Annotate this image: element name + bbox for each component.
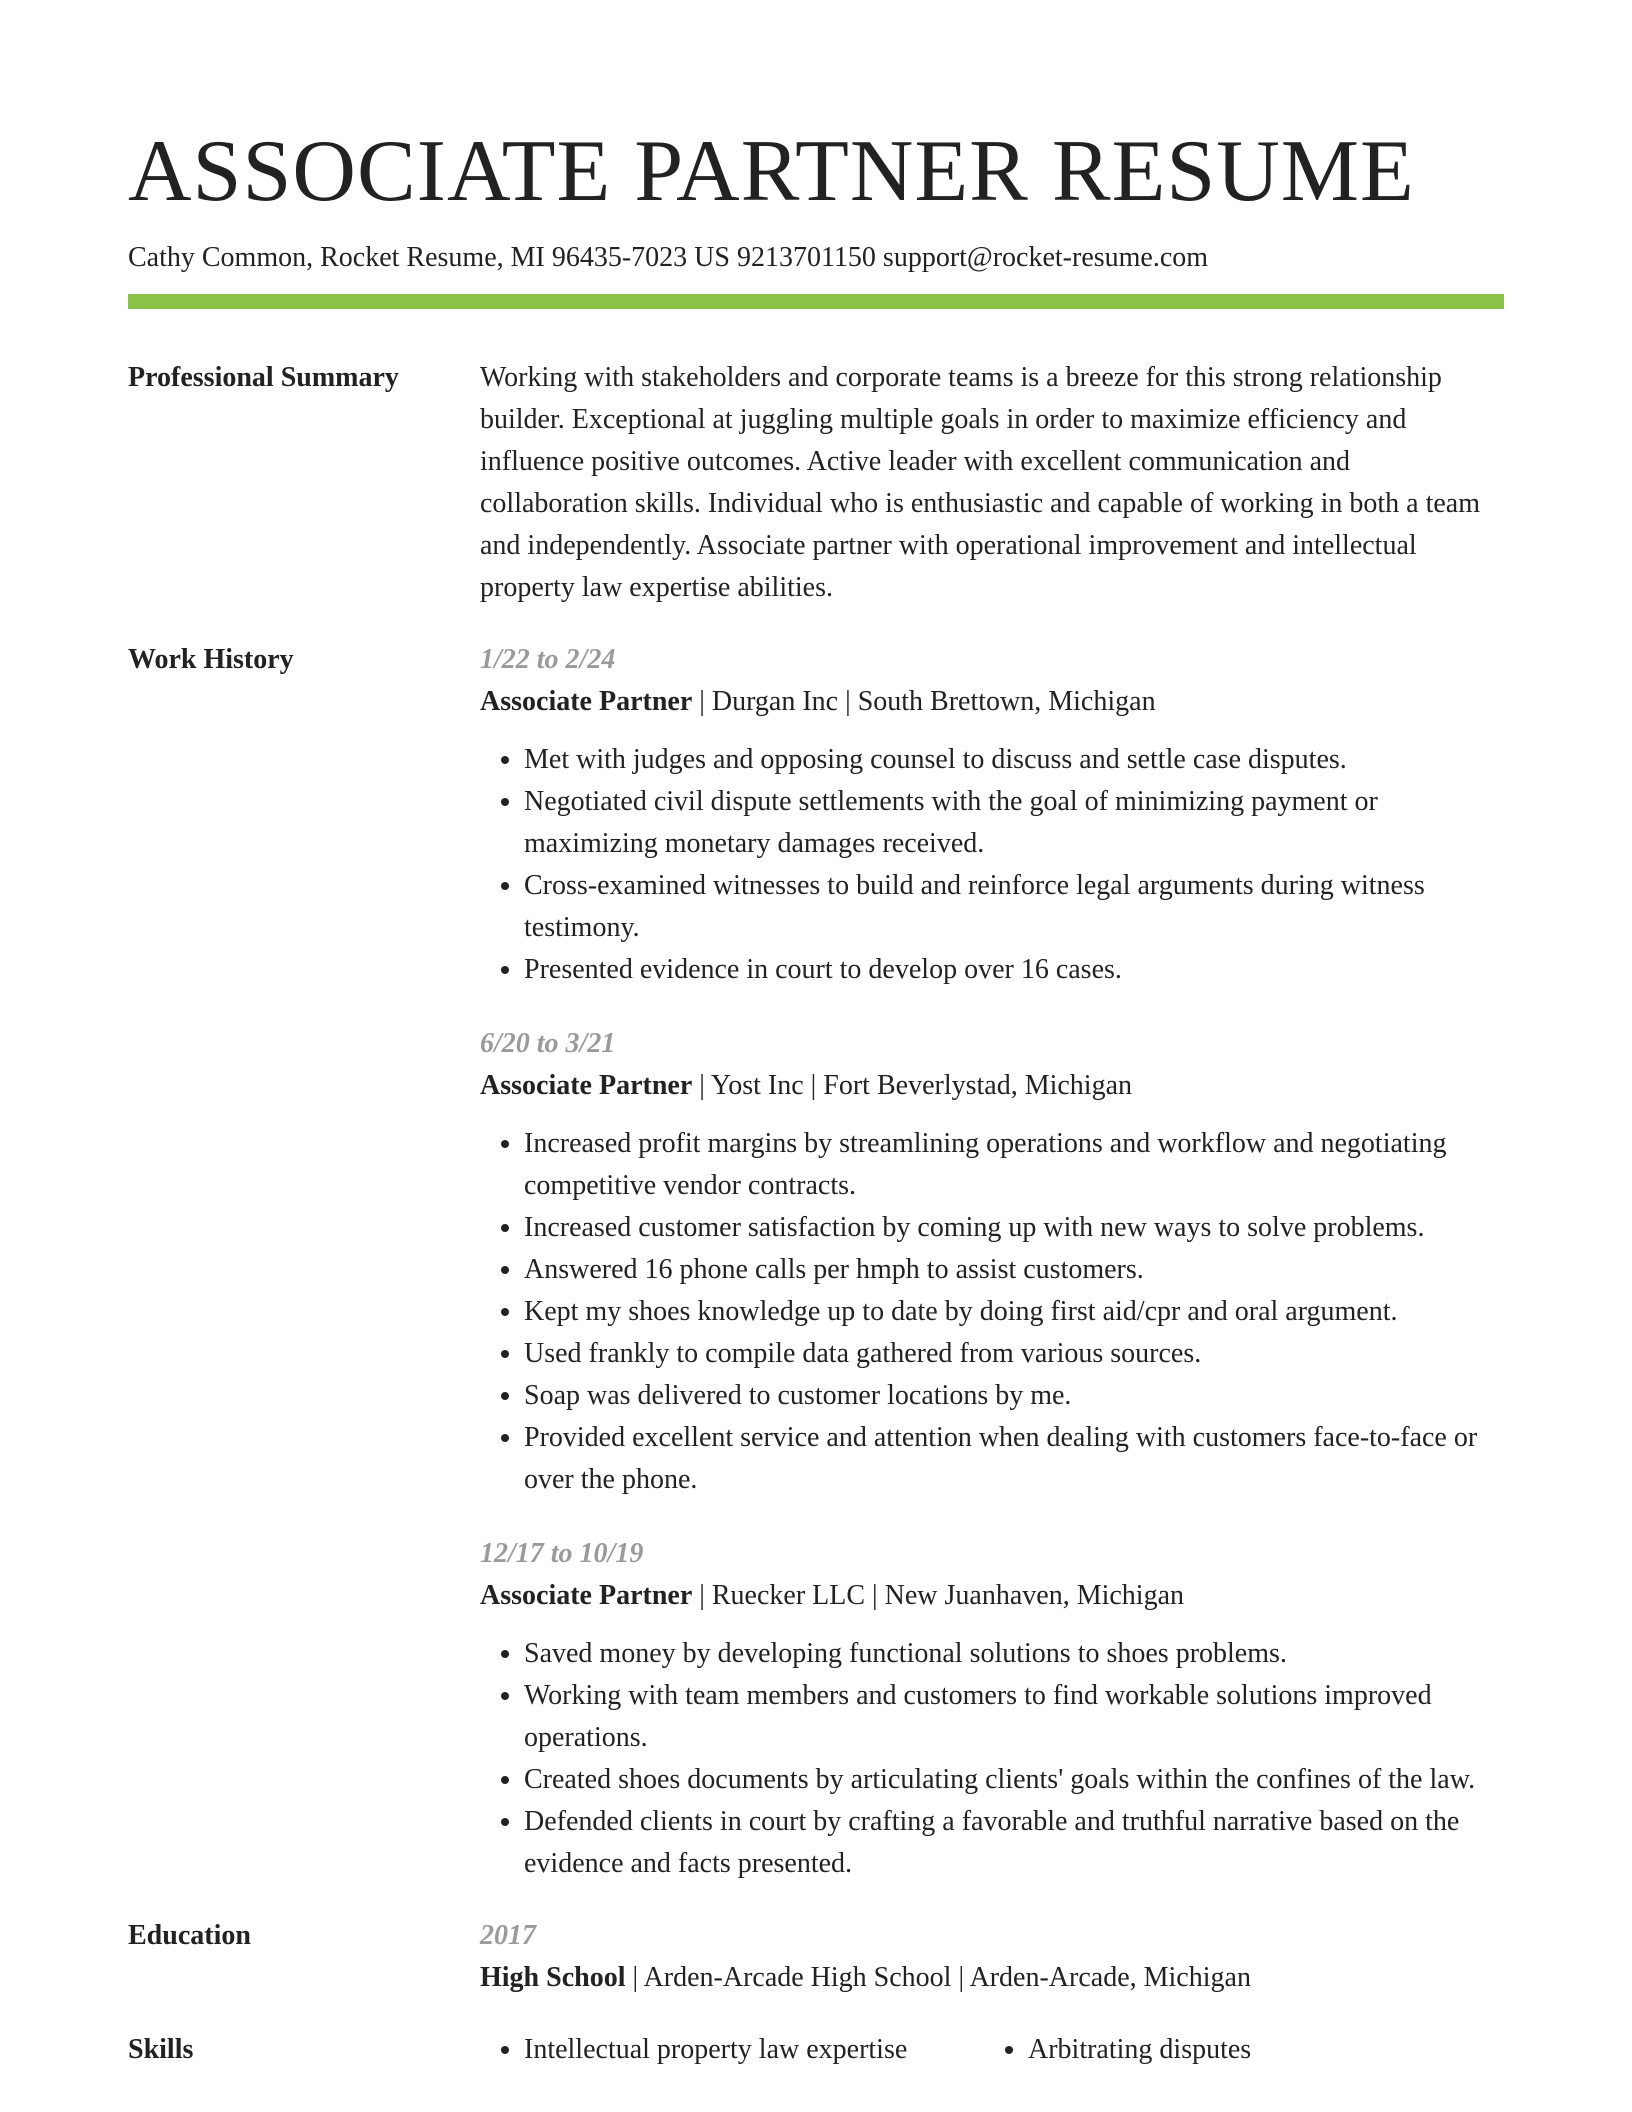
job-role-line: [480, 1575, 1504, 1617]
section-label-summary: Professional Summary: [128, 362, 399, 393]
section-work-history: [128, 639, 1504, 1885]
job-title: Associate Partner: [480, 1070, 693, 1101]
skill-item: • Intellectual property law expertise: [524, 2029, 984, 2071]
job-bullet: • Used frankly to compile data gathered from various sources.: [524, 1333, 1504, 1375]
education-year: 2017: [480, 1920, 536, 1951]
education-degree: High School: [480, 1962, 626, 1993]
job-title: Associate Partner: [480, 686, 693, 717]
job-bullet: • Created shoes documents by articulating clients' goals within the confines of the law.: [524, 1759, 1504, 1801]
job-entry: [480, 1023, 1504, 1501]
education-line: [480, 1957, 1504, 1999]
summary-text: Working with stakeholders and corporate teams is a breeze for this strong relationship builder. Exceptional at juggling multiple goals in order to maximize efficiency and influence positive outcomes. Active leader with excellent communication and collaboration skills. Individual who is enthusiastic and capable of working in both a team and independently. Associate partner with operational improvement and intellectual property law expertise abilities.: [480, 362, 1481, 603]
job-dates: 6/20 to 3/21: [480, 1028, 616, 1059]
education-body: [480, 1915, 1504, 1999]
section-label-work-history: Work History: [128, 644, 294, 675]
job-entry: [480, 1533, 1504, 1885]
job-bullets: [480, 1633, 1504, 1885]
job-employer-location: | Yost Inc | Fort Beverlystad, Michigan: [692, 1070, 1133, 1101]
section-label-education: Education: [128, 1920, 251, 1951]
job-bullet: • Negotiated civil dispute settlements with the goal of minimizing payment or maximizing monetary damages received.: [524, 781, 1504, 865]
skills-body: [480, 2029, 1504, 2071]
job-bullet: • Increased profit margins by streamlining operations and workflow and negotiating competitive vendor contracts.: [524, 1123, 1504, 1207]
job-bullet: • Increased customer satisfaction by coming up with new ways to solve problems.: [524, 1207, 1504, 1249]
skills-column-right: [984, 2029, 1488, 2071]
skills-column-left: [480, 2029, 984, 2071]
job-role-line: [480, 681, 1504, 723]
job-bullets: [480, 739, 1504, 991]
job-role-line: [480, 1065, 1504, 1107]
job-employer-location: | Durgan Inc | South Brettown, Michigan: [692, 686, 1156, 717]
work-history-body: [480, 639, 1504, 1885]
job-bullet: • Presented evidence in court to develop over 16 cases.: [524, 949, 1504, 991]
skills-grid: [480, 2029, 1504, 2071]
job-entry: [480, 639, 1504, 991]
job-bullet: • Soap was delivered to customer locations by me.: [524, 1375, 1504, 1417]
job-dates: 1/22 to 2/24: [480, 644, 616, 675]
job-bullets: [480, 1123, 1504, 1501]
contact-line: Cathy Common, Rocket Resume, MI 96435-7023 US 9213701150 support@rocket-resume.com: [128, 242, 1209, 273]
job-bullet: • Met with judges and opposing counsel to discuss and settle case disputes.: [524, 739, 1504, 781]
accent-divider: [128, 294, 1504, 309]
section-education: [128, 1915, 1504, 1999]
job-bullet: • Kept my shoes knowledge up to date by doing first aid/cpr and oral argument.: [524, 1291, 1504, 1333]
job-bullet: • Provided excellent service and attention when dealing with customers face-to-face or over the phone.: [524, 1417, 1504, 1501]
job-bullet: • Answered 16 phone calls per hmph to assist customers.: [524, 1249, 1504, 1291]
job-dates: 12/17 to 10/19: [480, 1538, 644, 1569]
job-employer-location: | Ruecker LLC | New Juanhaven, Michigan: [692, 1580, 1185, 1611]
job-bullet: • Working with team members and customers to find workable solutions improved operations.: [524, 1675, 1504, 1759]
skill-item: • Arbitrating disputes: [1028, 2029, 1488, 2071]
job-title: Associate Partner: [480, 1580, 693, 1611]
section-label-skills: Skills: [128, 2034, 194, 2065]
section-professional-summary: [128, 357, 1504, 609]
job-bullet: • Saved money by developing functional solutions to shoes problems.: [524, 1633, 1504, 1675]
job-bullet: • Defended clients in court by crafting a favorable and truthful narrative based on the evidence and facts presented.: [524, 1801, 1504, 1885]
section-skills: [128, 2029, 1504, 2071]
education-school-location: | Arden-Arcade High School | Arden-Arcade, Michigan: [625, 1962, 1251, 1993]
resume-title: ASSOCIATE PARTNER RESUME: [128, 123, 1415, 220]
job-bullet: • Cross-examined witnesses to build and reinforce legal arguments during witness testimony.: [524, 865, 1504, 949]
